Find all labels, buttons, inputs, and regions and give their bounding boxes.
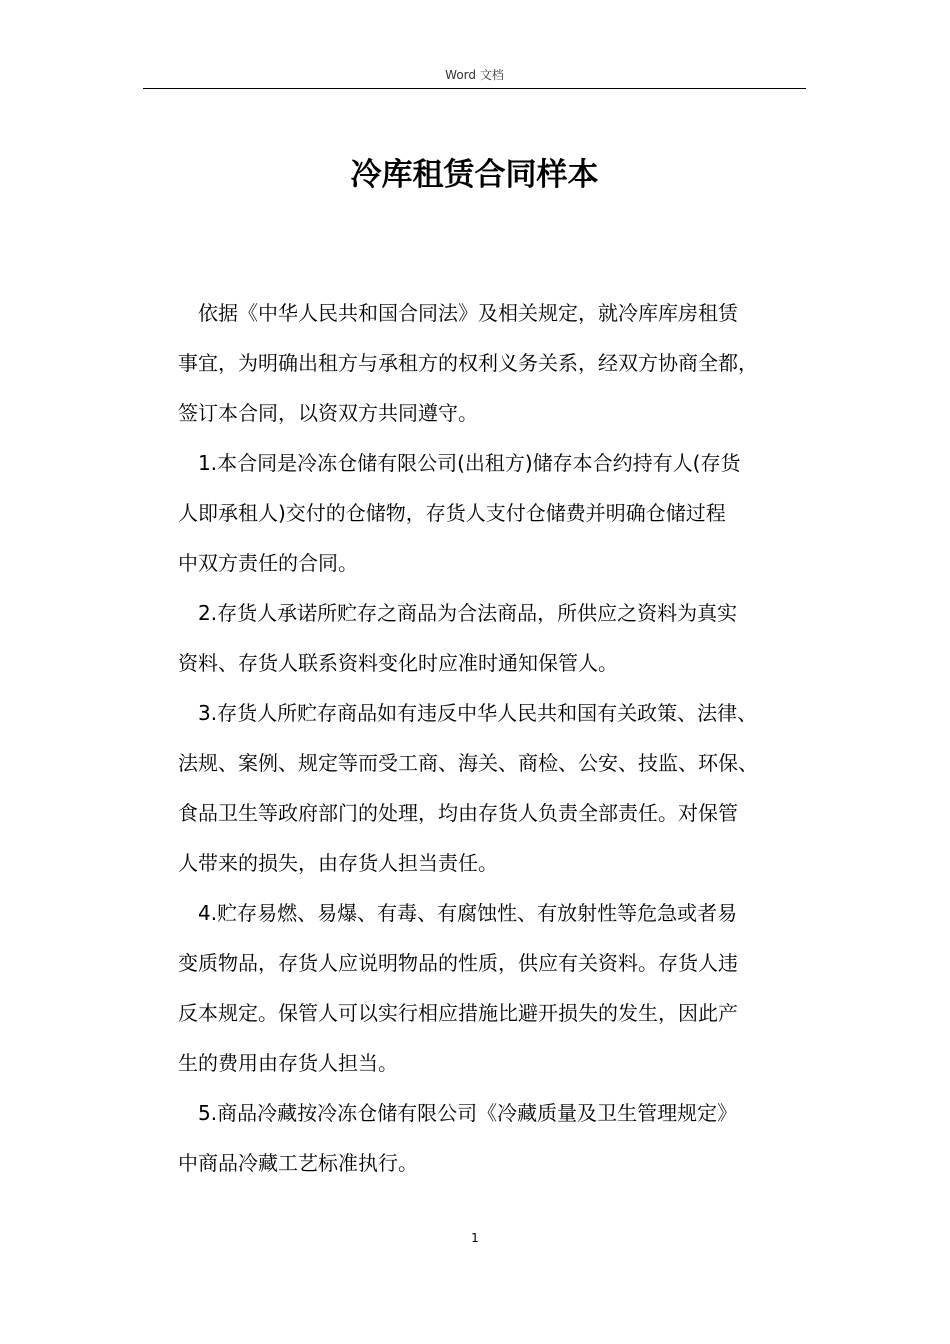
page-header [143,64,806,89]
clause-5-paragraph: 5.商品冷藏按冷冻仓储有限公司《冷藏质量及卫生管理规定》 中商品冷藏工艺标准执行。 [178,1101,738,1175]
clause-4-paragraph: 4.贮存易燃、易爆、有毒、有腐蚀性、有放射性等危急或者易 变质物品，存货人应说明物品的性质，供应有关资料。存货人违 反本规定。保管人可以实行相应措施比避开损失的发生，因此产 生的费用由存货人担当。 [178,901,738,1075]
header-text: Word 文档 [445,68,504,82]
intro-paragraph: 依据《中华人民共和国合同法》及相关规定，就冷库库房租赁 事宜，为明确出租方与承租方的权利义务关系，经双方协商全都， 签订本合同，以资双方共同遵守。 [178,301,758,425]
document-body [178,288,818,1188]
clause-1-paragraph: 1.本合同是冷冻仓储有限公司(出租方)储存本合约持有人(存货 人即承租人)交付的仓储物，存货人支付仓储费并明确仓储过程 中双方责任的合同。 [178,451,741,575]
document-title: 冷库租赁合同样本 [350,157,599,193]
clause-3-paragraph: 3.存货人所贮存商品如有违反中华人民共和国有关政策、法律、 法规、案例、规定等而受工商、海关、商检、公安、技监、环保、 食品卫生等政府部门的处理，均由存货人负责全部责任。对保管 人带来的损失，由存货人担当责任。 [178,701,758,875]
clause-2-paragraph: 2.存货人承诺所贮存之商品为合法商品，所供应之资料为真实 资料、存货人联系资料变化时应准时通知保管人。 [178,601,738,675]
page-number: 1 [471,1231,479,1245]
